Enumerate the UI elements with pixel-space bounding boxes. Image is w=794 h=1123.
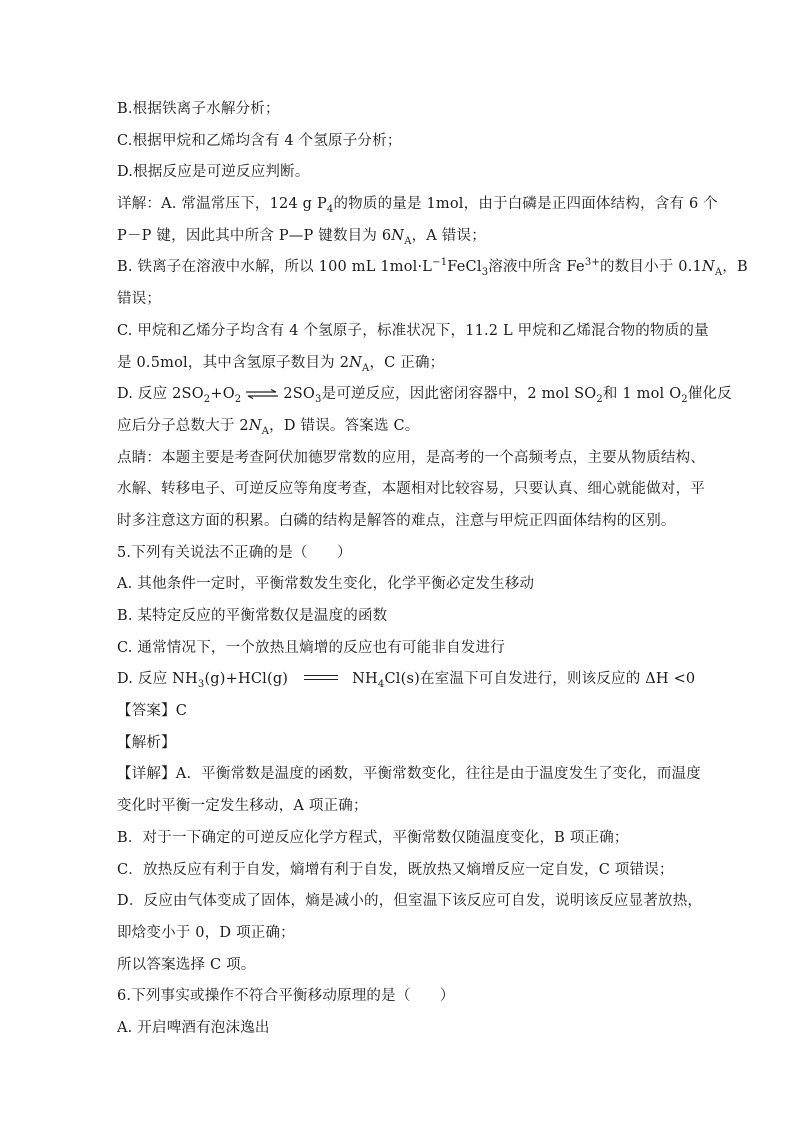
text-line: 点睛：本题主要是考查阿伏加德罗常数的应用，是高考的一个高频考点，主要从物质结构、 xyxy=(117,449,705,466)
text-line: P－P 键，因此其中所含 P—P 键数目为 $6N_A$，A 错误； xyxy=(117,227,486,247)
text-line: C．放热反应有利于自发，熵增有利于自发，既放热又熵增反应一定自发，C 项错误； xyxy=(117,861,674,878)
text-line: 即焓变小于 0，D 项正确； xyxy=(117,924,295,941)
answer-label: 【答案】C xyxy=(117,703,188,720)
text-line: 变化时平衡一定发生移动，A 项正确； xyxy=(117,798,368,815)
text-line: 所以答案选择 C 项。 xyxy=(117,956,256,973)
option-b: B. 某特定反应的平衡常数仅是温度的函数 xyxy=(117,608,388,624)
text-line: 应后分子总数大于 $2N_A$，D 错误。答案选 C。 xyxy=(117,417,420,437)
text-line: B．对于一下确定的可逆反应化学方程式，平衡常数仅随温度变化，B 项正确； xyxy=(117,829,629,846)
text-line: D.根据反应是可逆反应判断。 xyxy=(117,164,310,181)
reversible-arrow-icon xyxy=(245,389,279,399)
question-5-title: 5.下列有关说法不正确的是（ ） xyxy=(117,544,352,561)
text-line: 水解、转移电子、可逆反应等角度考查，本题相对比较容易，只要认真、细心就能做对，平 xyxy=(117,481,705,498)
text-line: D．反应由气体变成了固体，熵是减小的，但室温下该反应可自发，说明该反应显著放热， xyxy=(117,893,703,910)
text-line: 【详解】A．平衡常数是温度的函数，平衡常数变化，往往是由于温度发生了变化，而温度 xyxy=(117,766,701,783)
equals-sign-icon xyxy=(304,675,338,683)
question-6-title: 6.下列事实或操作不符合平衡移动原理的是（ ） xyxy=(117,988,455,1005)
text-line: C. 甲烷和乙烯分子均含有 4 个氢原子，标准状况下，11.2 L 甲烷和乙烯混合物的物质的量 xyxy=(117,322,709,339)
analysis-label: 【解析】 xyxy=(117,734,176,751)
text-line: B. 铁离子在溶液中水解，所以 100 mL $1mol\cdot L^{-1}FeCl_3$溶液中所含 $Fe^{3+}$的数目小于 $0.1N_A$，B xyxy=(117,257,748,279)
text-line: 是 0.5mol，其中含氢原子数目为 $2N_A$，C 正确； xyxy=(117,354,445,374)
text-line: B.根据铁离子水解分析； xyxy=(117,101,280,117)
text-line: D. 反应 $2SO_2+O_2$ $2SO_3$是可逆反应，因此密闭容器中，2 mol $SO_2$和 1 mol $O_2$催化反 xyxy=(117,386,732,406)
option-c: C. 通常情况下，一个放热且熵增的反应也有可能非自发进行 xyxy=(117,639,505,656)
text-line: 错误； xyxy=(117,291,162,308)
option-a: A. 开启啤酒有泡沫逸出 xyxy=(117,1019,270,1036)
text-line: 详解：A. 常温常压下，124 g $P_4$的物质的量是 1mol，由于白磷是正四面体结构，含有 6 个 xyxy=(117,196,718,215)
text-line: 时多注意这方面的积累。白磷的结构是解答的难点，注意与甲烷正四面体结构的区别。 xyxy=(117,512,676,529)
text-line: C.根据甲烷和乙烯均含有 4 个氢原子分析； xyxy=(117,132,402,149)
option-d: D. 反应 $NH_3(g)+HCl(g)$ $NH_4Cl(s)$在室温下可自发进行，则该反应的 ΔH <0 xyxy=(117,671,696,691)
option-a: A. 其他条件一定时，平衡常数发生变化，化学平衡必定发生移动 xyxy=(117,576,535,593)
